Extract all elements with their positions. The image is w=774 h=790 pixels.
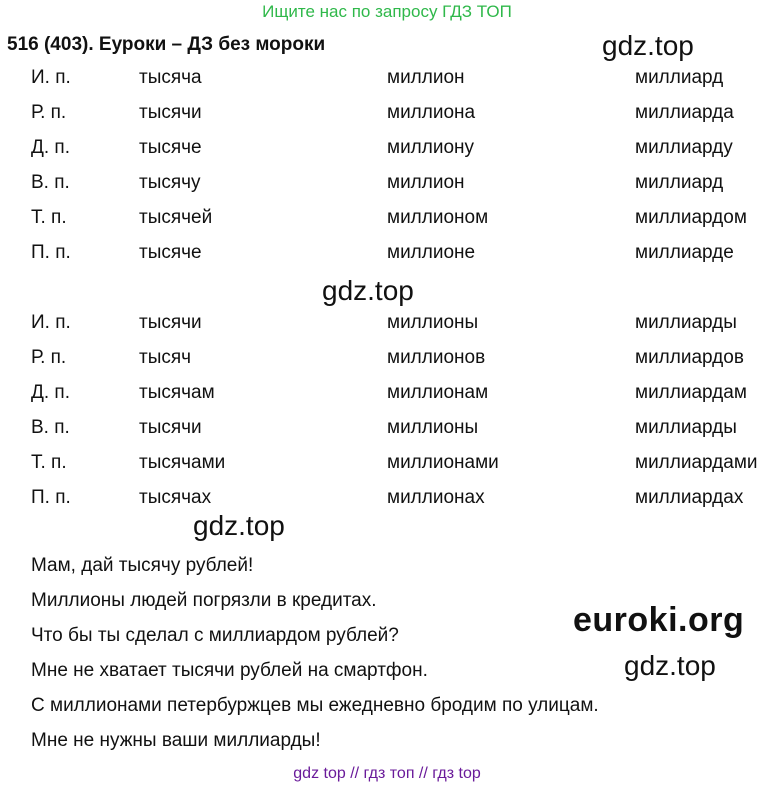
case-label: В. п. [31, 417, 70, 438]
case-label: Д. п. [31, 382, 70, 403]
form-million: миллионе [387, 242, 476, 263]
form-billion: миллиарды [635, 417, 737, 438]
declension-row [0, 487, 774, 521]
watermark: gdz.top [602, 30, 694, 61]
case-label: Р. п. [31, 102, 67, 123]
case-label: П. п. [31, 487, 71, 508]
example-sentence: Миллионы людей погрязли в кредитах. [31, 590, 377, 611]
form-billion: миллиардом [635, 207, 747, 228]
exercise-title: 516 (403). Еуроки – ДЗ без мороки [7, 34, 326, 55]
form-million: миллион [387, 67, 465, 88]
form-million: миллионами [387, 452, 499, 473]
form-thousand: тысяча [139, 67, 202, 88]
declension-row [0, 137, 774, 171]
form-thousand: тысяч [139, 347, 192, 368]
example-sentence: Мам, дай тысячу рублей! [31, 555, 254, 576]
watermark: gdz.top [322, 275, 414, 306]
form-thousand: тысяче [139, 137, 202, 158]
case-label: Р. п. [31, 347, 67, 368]
example-sentence: Мне не нужны ваши миллиарды! [31, 730, 321, 751]
form-million: миллионы [387, 417, 479, 438]
example-sentence: Что бы ты сделал с миллиардом рублей? [31, 625, 399, 646]
form-billion: миллиардов [635, 347, 744, 368]
declension-row [0, 242, 774, 276]
form-thousand: тысячами [139, 452, 226, 473]
form-thousand: тысячах [139, 487, 212, 508]
case-label: И. п. [31, 67, 71, 88]
footer-links: gdz top // гдз топ // гдз top [293, 765, 481, 782]
watermark: gdz.top [624, 650, 716, 681]
watermark: gdz.top [193, 510, 285, 541]
form-billion: миллиарду [635, 137, 733, 158]
form-million: миллионы [387, 312, 479, 333]
case-label: Т. п. [31, 452, 67, 473]
form-million: миллиону [387, 137, 475, 158]
form-million: миллионов [387, 347, 486, 368]
form-thousand: тысячам [139, 382, 215, 403]
euroki-logo: euroki.org [573, 601, 745, 639]
form-billion: миллиарда [635, 102, 734, 123]
form-thousand: тысячи [139, 417, 202, 438]
declension-row [0, 347, 774, 381]
form-million: миллионом [387, 207, 489, 228]
form-thousand: тысячей [139, 207, 213, 228]
form-billion: миллиарды [635, 312, 737, 333]
declension-row [0, 207, 774, 241]
form-thousand: тысячу [139, 172, 201, 193]
form-billion: миллиардах [635, 487, 744, 508]
form-billion: миллиард [635, 172, 724, 193]
form-thousand: тысячи [139, 102, 202, 123]
form-billion: миллиарде [635, 242, 734, 263]
case-label: Т. п. [31, 207, 67, 228]
declension-row [0, 382, 774, 416]
form-million: миллионах [387, 487, 485, 508]
declension-row [0, 172, 774, 206]
declension-row [0, 452, 774, 486]
form-billion: миллиард [635, 67, 724, 88]
form-billion: миллиардам [635, 382, 747, 403]
case-label: И. п. [31, 312, 71, 333]
form-million: миллионам [387, 382, 489, 403]
declension-row [0, 67, 774, 101]
form-thousand: тысяче [139, 242, 202, 263]
example-sentence: Мне не хватает тысячи рублей на смартфон. [31, 660, 428, 681]
example-sentence: С миллионами петербуржцев мы ежедневно бродим по улицам. [31, 695, 599, 716]
top-banner: Ищите нас по запросу ГДЗ ТОП [262, 2, 512, 21]
declension-row [0, 312, 774, 346]
declension-row [0, 102, 774, 136]
case-label: Д. п. [31, 137, 70, 158]
form-million: миллион [387, 172, 465, 193]
form-billion: миллиардами [635, 452, 758, 473]
form-million: миллиона [387, 102, 476, 123]
case-label: П. п. [31, 242, 71, 263]
case-label: В. п. [31, 172, 70, 193]
declension-row [0, 417, 774, 451]
form-thousand: тысячи [139, 312, 202, 333]
